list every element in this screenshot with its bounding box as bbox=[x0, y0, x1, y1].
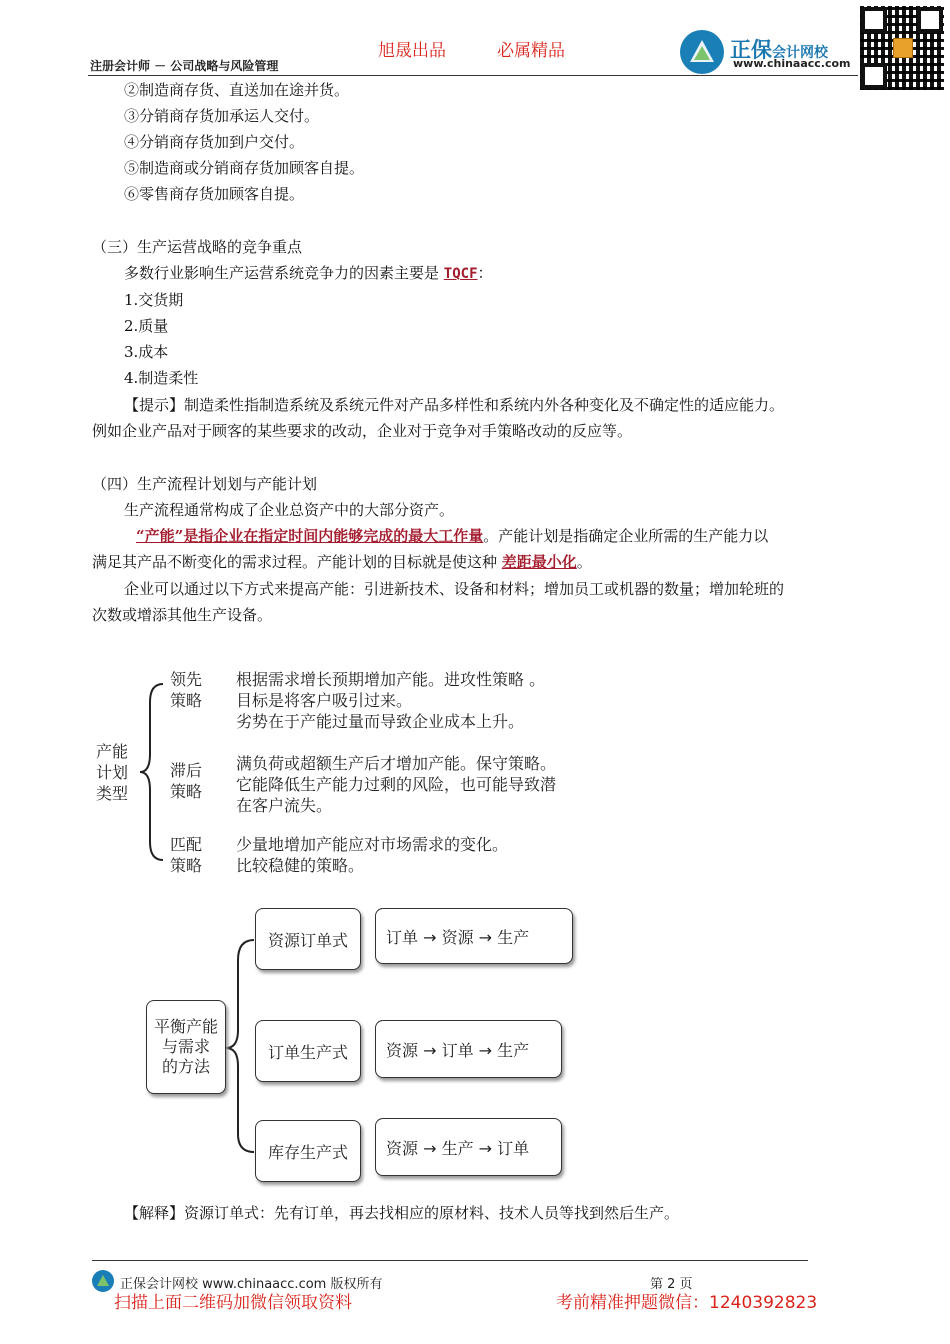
header-slogan-left: 旭晟出品 bbox=[378, 41, 446, 61]
method-name-box: 资源订单式 bbox=[255, 908, 361, 970]
list-item: 1.交货期 bbox=[124, 291, 184, 309]
list-item: ③分销商存货加承运人交付。 bbox=[124, 107, 320, 125]
match-strategy-desc: 少量地增加产能应对市场需求的变化。 比较稳健的策略。 bbox=[236, 835, 509, 875]
qr-badge-icon bbox=[893, 38, 913, 58]
brand-name: 正保会计网校 bbox=[730, 38, 828, 62]
qr-finder-icon bbox=[861, 7, 887, 33]
qr-finder-icon bbox=[861, 63, 887, 89]
gap-minimization-term: 差距最小化 bbox=[501, 553, 577, 571]
paragraph: 生产流程通常构成了企业总资产中的大部分资产。 bbox=[124, 501, 455, 519]
promo-left: 扫描上面二维码加微信领取资料 bbox=[114, 1293, 352, 1313]
list-item: 4.制造柔性 bbox=[124, 369, 199, 387]
footer-logo-icon bbox=[92, 1270, 114, 1292]
lead-strategy-label: 领先 策略 bbox=[170, 670, 203, 710]
promo-right: 考前精准押题微信：1240392823 bbox=[556, 1293, 818, 1313]
list-item: ④分销商存货加到户交付。 bbox=[124, 133, 305, 151]
footer-copyright: 正保会计网校 www.chinaacc.com 版权所有 bbox=[120, 1277, 383, 1292]
method-flow-box: 资源 → 订单 → 生产 bbox=[375, 1020, 562, 1078]
footer-rule bbox=[92, 1260, 808, 1261]
list-item: ⑥零售商存货加顾客自提。 bbox=[124, 185, 305, 203]
method-flow-box: 资源 → 生产 → 订单 bbox=[375, 1118, 562, 1176]
header-rule bbox=[88, 75, 858, 76]
diagram1-root: 产能 计划 类型 bbox=[96, 742, 129, 803]
method-name-box: 订单生产式 bbox=[255, 1020, 361, 1082]
balance-method-brace bbox=[224, 938, 258, 1158]
paragraph: “产能”是指企业在指定时间内能够完成的最大工作量。产能计划是指确定企业所需的生产能力以 bbox=[136, 527, 769, 545]
header-subject: 注册会计师 － 公司战略与风险管理 bbox=[90, 59, 279, 73]
tip-line: 例如企业产品对于顾客的某些要求的改动，企业对于竞争对手策略改动的反应等。 bbox=[92, 422, 633, 440]
match-strategy-label: 匹配 策略 bbox=[170, 835, 203, 875]
section3-intro: 多数行业影响生产运营系统竞争力的因素主要是 TQCF： bbox=[124, 264, 493, 282]
tqcf-term: TQCF bbox=[443, 266, 478, 282]
method-name-box: 库存生产式 bbox=[255, 1120, 361, 1182]
tip-line: 【提示】制造柔性指制造系统及系统元件对产品多样性和系统内外各种变化及不确定性的适应能力。 bbox=[124, 396, 785, 414]
method-flow-box: 订单 → 资源 → 生产 bbox=[375, 908, 573, 964]
header-slogan-right: 必属精品 bbox=[497, 41, 565, 61]
diagram2-root: 平衡产能 与需求 的方法 bbox=[146, 1000, 226, 1094]
paragraph: 满足其产品不断变化的需求过程。产能计划的目标就是使这种 差距最小化。 bbox=[92, 553, 592, 571]
section-heading: （三）生产运营战略的竞争重点 bbox=[92, 238, 303, 256]
paragraph: 企业可以通过以下方式来提高产能：引进新技术、设备和材料；增加员工或机器的数量；增加轮班的 bbox=[124, 580, 785, 598]
lead-strategy-desc: 根据需求增长预期增加产能。进攻性策略 。 目标是将客户吸引过来。 劣势在于产能过量而导致企业成本上升。 bbox=[236, 670, 546, 731]
paragraph: 次数或增添其他生产设备。 bbox=[92, 606, 273, 624]
brand-url: www.chinaacc.com bbox=[733, 57, 851, 70]
lag-strategy-desc: 满负荷或超额生产后才增加产能。保守策略。 它能降低生产能力过剩的风险，也可能导致潜 在客户流失。 bbox=[236, 754, 557, 815]
explain-note: 【解释】资源订单式：先有订单，再去找相应的原材料、技术人员等找到然后生产。 bbox=[124, 1204, 680, 1222]
section-heading: （四）生产流程计划划与产能计划 bbox=[92, 475, 318, 493]
list-item: 2.质量 bbox=[124, 317, 169, 335]
page-number: 第 2 页 bbox=[650, 1277, 693, 1292]
list-item: ⑤制造商或分销商存货加顾客自提。 bbox=[124, 159, 365, 177]
list-item: 3.成本 bbox=[124, 343, 169, 361]
list-item: ②制造商存货、直送加在途并货。 bbox=[124, 81, 350, 99]
brand-logo-icon bbox=[680, 30, 724, 74]
capacity-definition: “产能”是指企业在指定时间内能够完成的最大工作量 bbox=[136, 527, 484, 545]
lag-strategy-label: 滞后 策略 bbox=[170, 761, 203, 801]
capacity-type-brace bbox=[130, 680, 170, 880]
qr-finder-icon bbox=[917, 7, 943, 33]
